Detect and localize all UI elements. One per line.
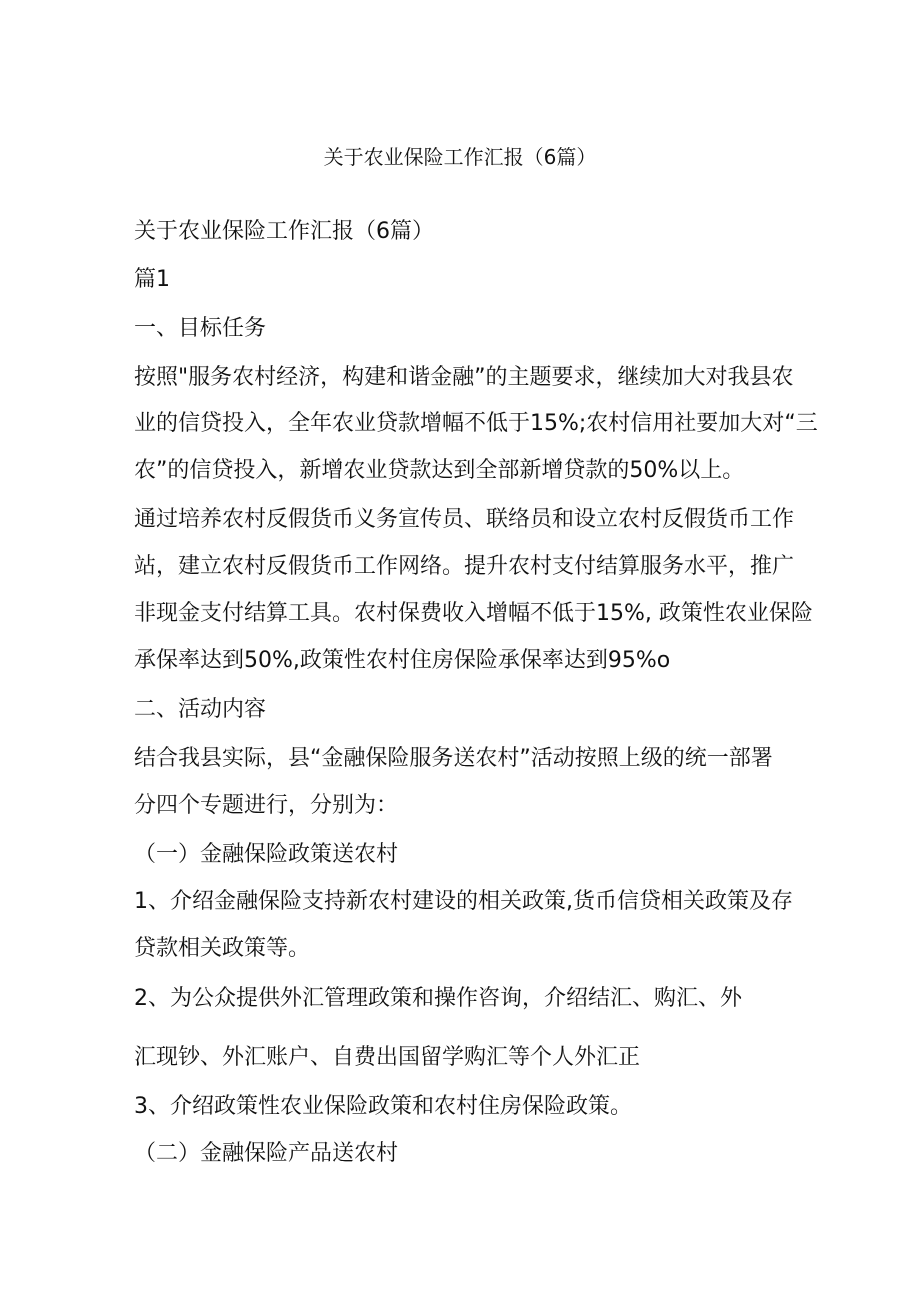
heading-activities: 二、活动内容 [134, 697, 267, 722]
paragraph-line: 分四个专题进行，分别为： [134, 793, 399, 818]
heading-goals: 一、目标任务 [134, 316, 267, 341]
list-item-continuation: 贷款相关政策等。 [134, 936, 311, 961]
paragraph-line: 站，建立农村反假货币工作网络。提升农村支付结算服务水平，推广 [134, 554, 795, 579]
paragraph-line: 业的信贷投入，全年农业贷款增幅不低于15%;农村信用社要加大对“三 [134, 411, 818, 436]
paragraph-line: 非现金支付结算工具。农村保费收入增幅不低于15%, 政策性农业保险 [134, 601, 813, 626]
list-item-continuation: 汇现钞、外汇账户、自费出国留学购汇等个人外汇正 [134, 1045, 641, 1070]
list-item: 2、为公众提供外汇管理政策和操作咨询，介绍结汇、购汇、外 [134, 986, 742, 1011]
paragraph-line: 农”的信贷投入，新增农业贷款达到全部新增贷款的50%以上。 [134, 458, 745, 483]
paragraph-line: 结合我县实际，县“金融保险服务送农村”活动按照上级的统一部署 [134, 746, 773, 771]
subheading-policy: （一）金融保险政策送农村 [134, 842, 399, 867]
document-title: 关于农业保险工作汇报（6篇） [323, 145, 597, 169]
list-item: 1、介绍金融保险支持新农村建设的相关政策,货币信贷相关政策及存 [134, 889, 793, 914]
subtitle-line: 关于农业保险工作汇报（6篇） [134, 219, 434, 244]
subheading-products: （二）金融保险产品送农村 [134, 1141, 399, 1166]
paragraph-line: 按照"服务农村经济，构建和谐金融”的主题要求，继续加大对我县农 [134, 365, 794, 390]
paragraph-line: 承保率达到50%,政策性农村住房保险承保率达到95%o [134, 648, 671, 673]
section-label: 篇1 [134, 267, 170, 292]
list-item: 3、介绍政策性农业保险政策和农村住房保险政策。 [134, 1094, 632, 1119]
paragraph-line: 通过培养农村反假货币义务宣传员、联络员和设立农村反假货币工作 [134, 507, 795, 532]
